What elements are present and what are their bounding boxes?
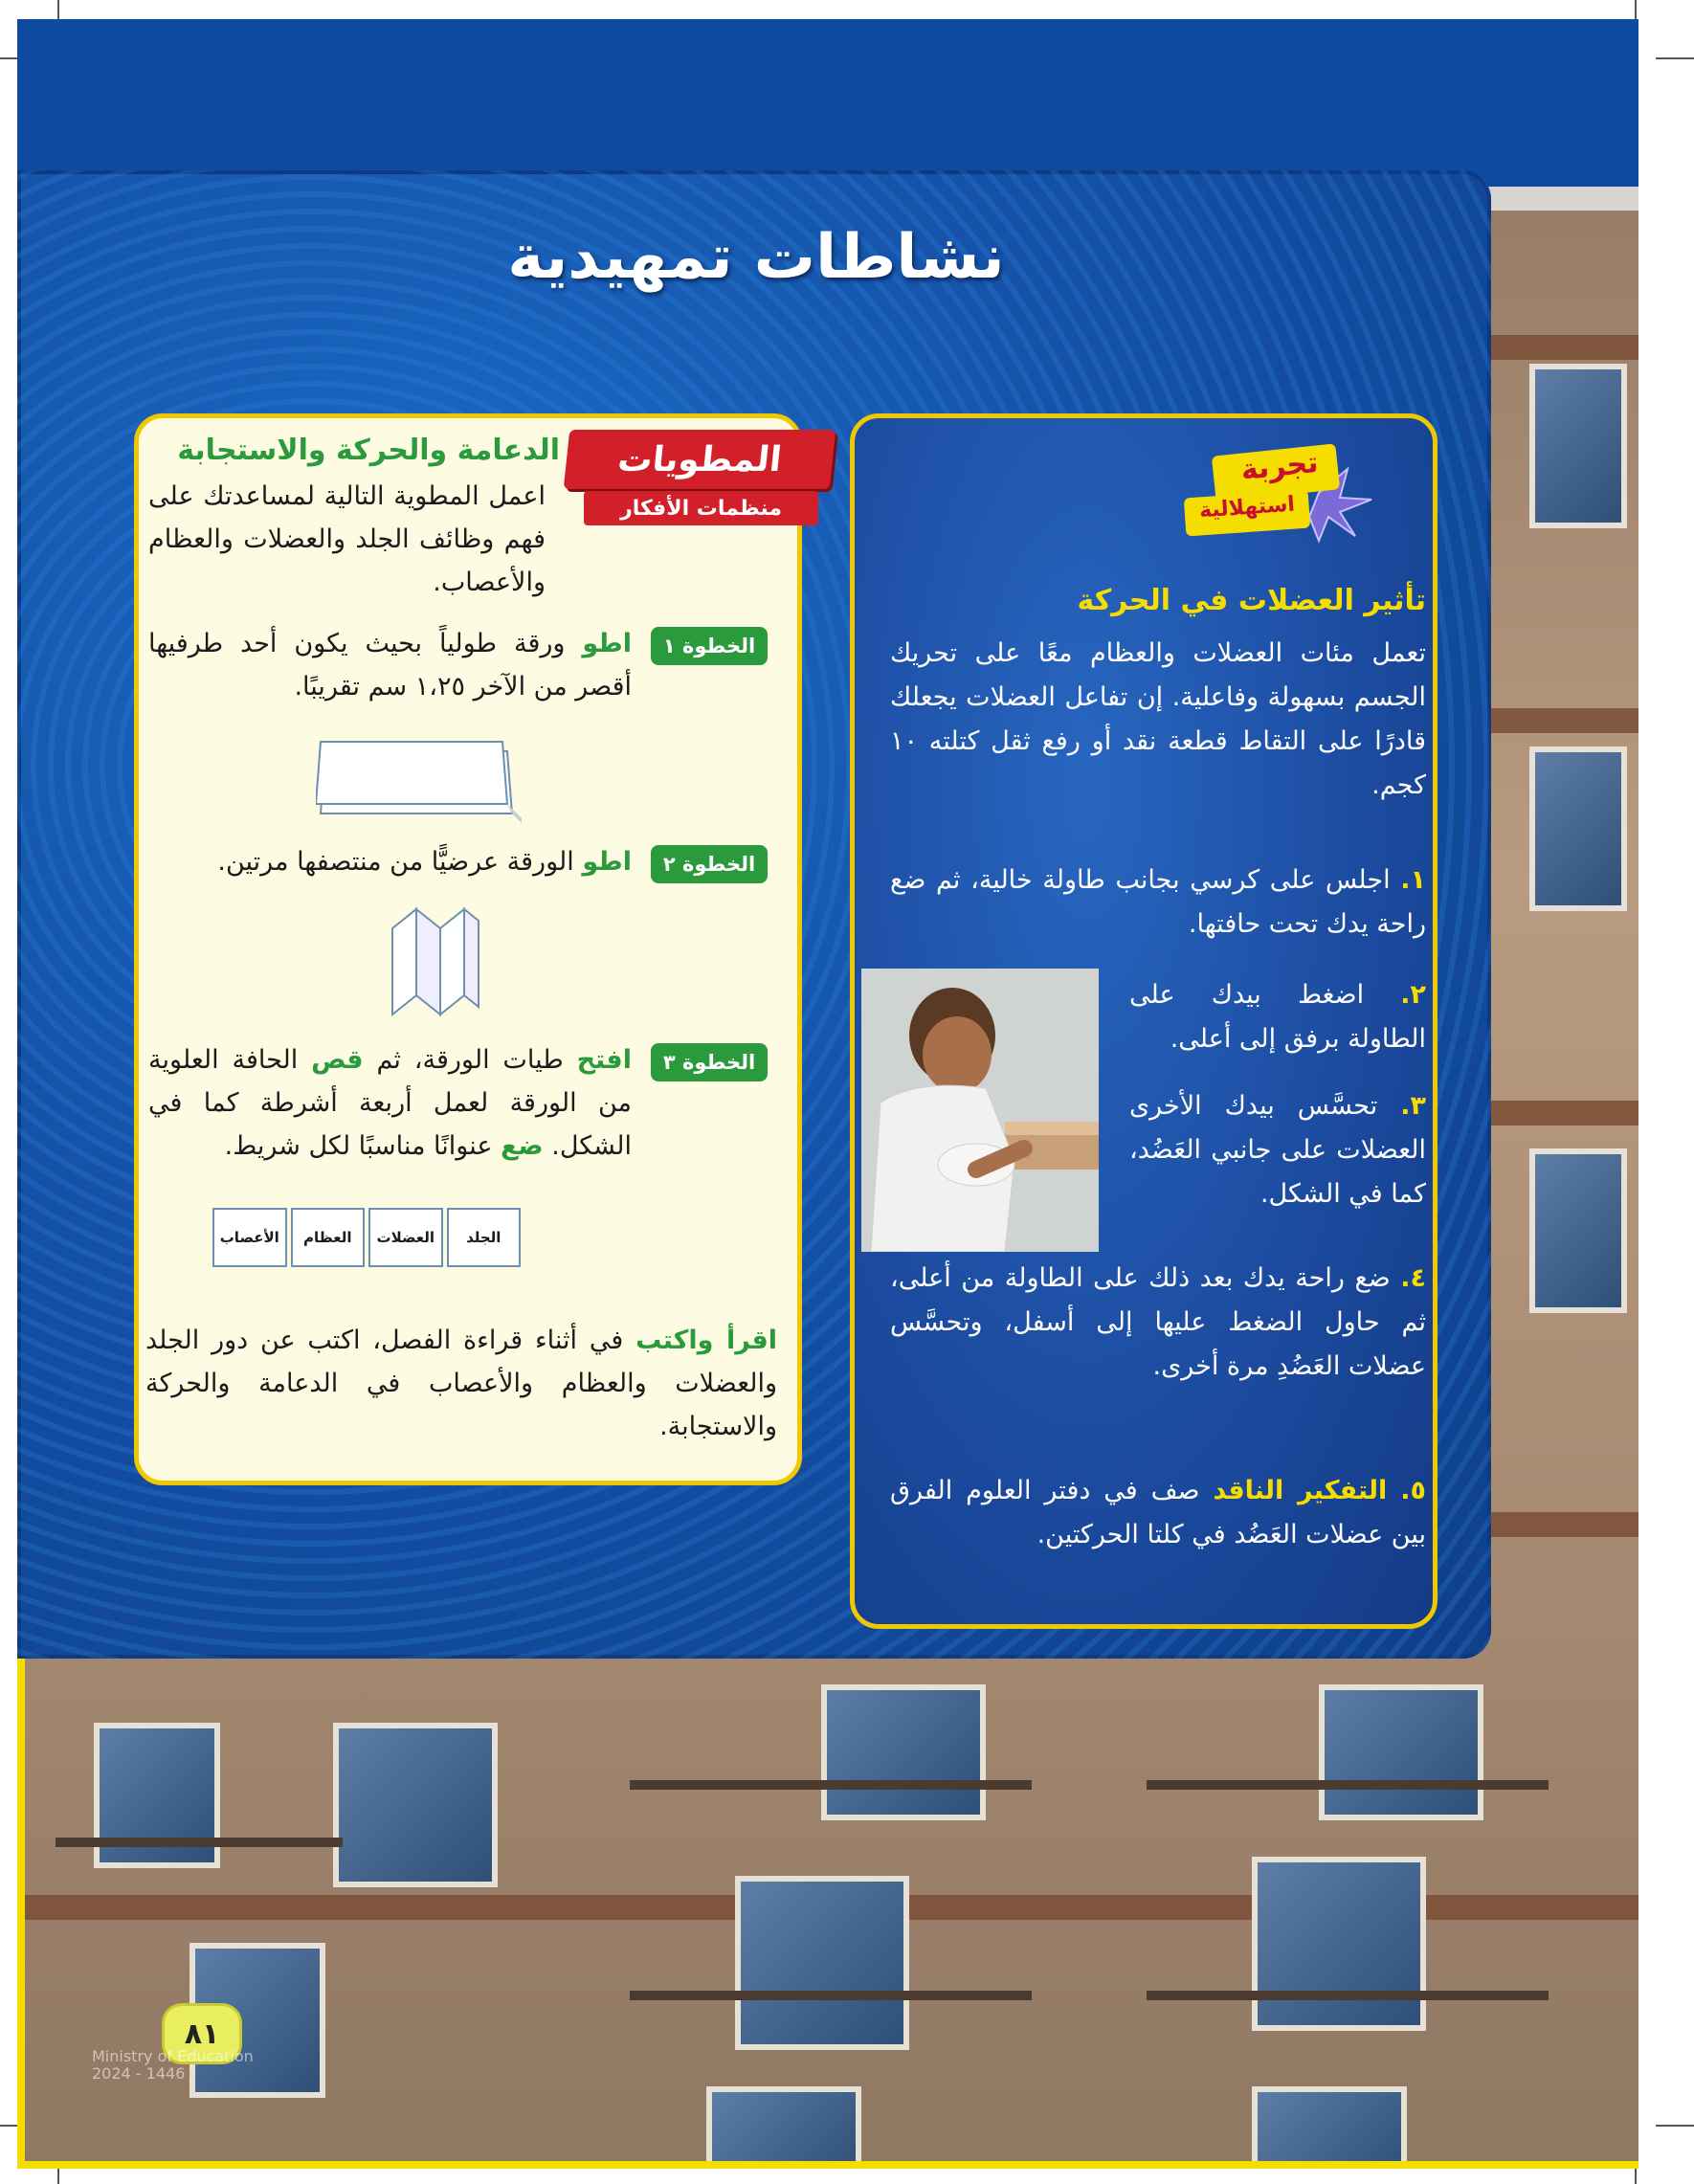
- procedure-number: ١.: [1400, 865, 1426, 895]
- foldable-tab: العظام: [291, 1208, 366, 1267]
- procedure-text: تحسَّس بيدك الأخرى العضلات على جانبي العَضُد، كما في الشكل.: [1129, 1091, 1426, 1209]
- step-1-text: [148, 622, 632, 708]
- foldable-tab: العضلات: [368, 1208, 443, 1267]
- step-1-body: ورقة طولياً بحيث يكون أحد طرفيها أقصر من الآخر ١،٢٥ سم تقريبًا.: [148, 629, 632, 702]
- step-2-text: [148, 840, 632, 883]
- procedure-item: [890, 858, 1426, 947]
- crop-mark: [1656, 57, 1694, 59]
- ministry-watermark: [92, 2048, 254, 2083]
- step-3-verb-cut: قص: [311, 1045, 364, 1075]
- boy-pressing-table-photo: [861, 969, 1099, 1252]
- launch-lab-heading: تأثير العضلات في الحركة: [1077, 584, 1426, 617]
- folded-paper-illustration: [316, 732, 526, 828]
- step-3-body-a: طيات الورقة، ثم: [376, 1045, 564, 1075]
- foldables-badge: [567, 430, 833, 529]
- step-3-verb: افتح: [576, 1045, 632, 1075]
- step-3-verb-put: ضع: [501, 1131, 544, 1161]
- watermark-line-2: 2024 - 1446: [92, 2064, 186, 2083]
- step-3-body-b: الحافة العلوية من الورقة لعمل أربعة أشرطة كما في الشكل.: [148, 1045, 632, 1161]
- procedure-text: صف في دفتر العلوم الفرق بين عضلات العَضُد في كلتا الحركتين.: [890, 1476, 1426, 1549]
- read-write-label: اقرأ واكتب: [635, 1326, 778, 1355]
- critical-thinking-label: التفكير الناقد: [1213, 1476, 1388, 1505]
- procedure-item: [890, 1469, 1426, 1557]
- launch-lab-badge-line1: تجربة: [1238, 445, 1321, 488]
- step-1-verb: اطو: [582, 629, 632, 658]
- step-3-badge: الخطوة ٣: [651, 1043, 768, 1081]
- step-2-verb: اطو: [582, 847, 632, 877]
- step-3-text: [148, 1038, 632, 1168]
- step-2-badge: الخطوة ٢: [651, 845, 768, 883]
- folded-paper-illustration: [383, 900, 488, 1024]
- step-1-badge: الخطوة ١: [651, 627, 768, 665]
- page-number: ٨١: [165, 2006, 239, 2061]
- launch-lab-intro: تعمل مئات العضلات والعظام معًا على تحريك الجسم بسهولة وفاعلية. إن تفاعل العضلات يجعلك قادرًا على التقاط قطعة نقد أو رفع ثقل كتلته ١٠ كجم.: [890, 638, 1426, 800]
- procedure-number: ٤.: [1400, 1263, 1426, 1293]
- watermark-line-1: Ministry of Education: [92, 2047, 254, 2065]
- procedure-text: اضغط بيدك على الطاولة برفق إلى أعلى.: [1129, 980, 1426, 1054]
- procedure-item: [1129, 973, 1426, 1061]
- procedure-item: [890, 1257, 1426, 1389]
- foldables-intro: اعمل المطوية التالية لمساعدتك على فهم وظائف الجلد والعضلات والعظام والأعصاب.: [148, 481, 546, 597]
- foldables-heading: الدعامة والحركة والاستجابة: [177, 434, 560, 467]
- page-title: نشاطات تمهيدية: [507, 222, 1005, 293]
- foldable-tab: الجلد: [447, 1208, 522, 1267]
- procedure-number: ٣.: [1400, 1091, 1426, 1121]
- procedure-number: ٥.: [1400, 1476, 1426, 1505]
- procedure-number: ٢.: [1400, 980, 1426, 1010]
- foldables-badge-subtitle: منظمات الأفكار: [584, 491, 818, 525]
- procedure-item: [1129, 1084, 1426, 1216]
- top-blue-banner: [17, 19, 1638, 187]
- page-bottom-stripe: [17, 2161, 1638, 2169]
- step-3-body-c: عنوانًا مناسبًا لكل شريط.: [224, 1131, 493, 1161]
- step-2-body: الورقة عرضيًّا من منتصفها مرتين.: [217, 847, 574, 877]
- four-tab-foldable: [212, 1208, 521, 1267]
- procedure-text: اجلس على كرسي بجانب طاولة خالية، ثم ضع راحة يدك تحت حافتها.: [890, 865, 1426, 939]
- read-write-body: في أثناء قراءة الفصل، اكتب عن دور الجلد والعضلات والعظام والأعصاب في الدعامة والحركة والاستجابة.: [145, 1326, 777, 1441]
- procedure-text: ضع راحة يدك بعد ذلك على الطاولة من أعلى، ثم حاول الضغط عليها إلى أسفل، وتحسَّس عضلات العَضُدِ مرة أخرى.: [890, 1263, 1426, 1381]
- launch-lab-badge-line2: استهلالية: [1198, 492, 1296, 524]
- foldables-badge-title: المطويات: [564, 430, 836, 489]
- crop-mark: [1656, 2125, 1694, 2127]
- page-edge-stripe: [17, 1646, 25, 2168]
- read-and-write: [145, 1319, 777, 1448]
- foldable-tab: الأعصاب: [212, 1208, 287, 1267]
